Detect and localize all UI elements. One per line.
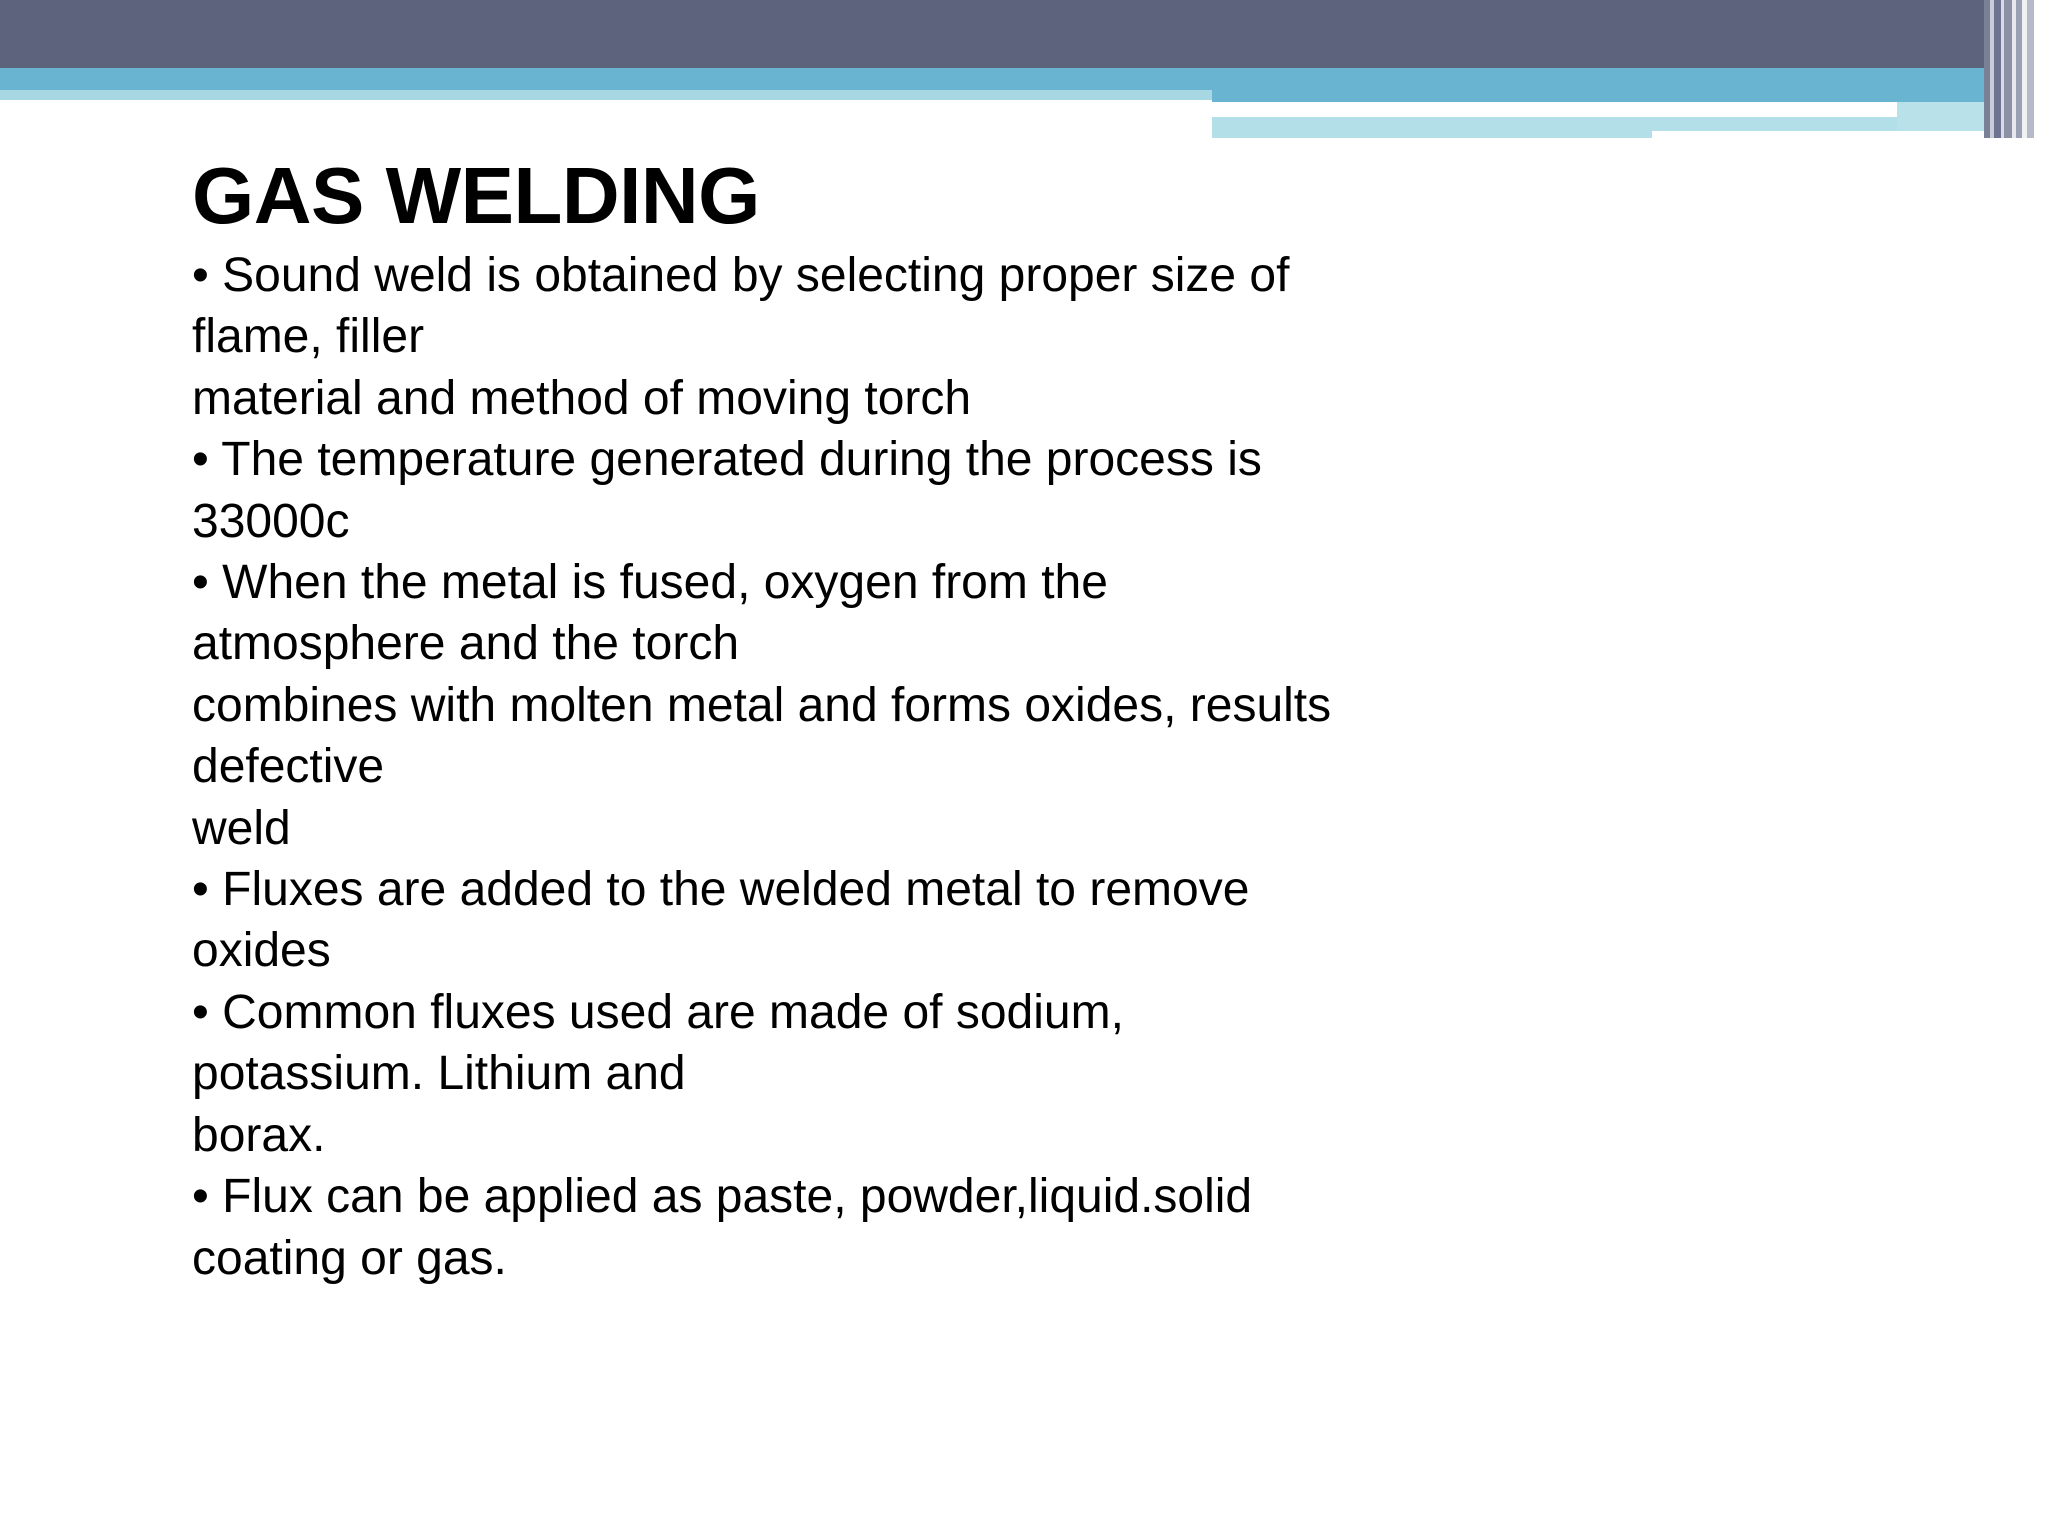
header-stripes-decoration — [1984, 0, 2048, 138]
body-line: weld — [192, 801, 291, 855]
body-line: • Fluxes are added to the welded metal to remove — [192, 863, 1250, 917]
body-line: flame, filler — [192, 310, 425, 364]
slide-body — [192, 245, 1472, 1289]
body-line: 33000c — [192, 494, 350, 548]
body-line: • When the metal is fused, oxygen from the — [192, 556, 1108, 610]
body-line: • The temperature generated during the process is — [192, 433, 1262, 487]
body-line: borax. — [192, 1108, 326, 1162]
slide-title: GAS WELDING — [192, 151, 760, 240]
body-line: potassium. Lithium and — [192, 1047, 686, 1101]
header-white-line — [1212, 110, 1897, 117]
body-line: coating or gas. — [192, 1231, 507, 1285]
header-light-blue-band — [0, 90, 1212, 100]
body-line: defective — [192, 740, 385, 794]
body-line: combines with molten metal and forms oxides, results — [192, 678, 1332, 732]
body-line: atmosphere and the torch — [192, 617, 740, 671]
body-line: • Sound weld is obtained by selecting proper size of — [192, 249, 1290, 302]
body-line: oxides — [192, 924, 331, 978]
body-line: • Common fluxes used are made of sodium, — [192, 985, 1124, 1039]
body-line: • Flux can be applied as paste, powder,liquid.solid — [192, 1170, 1253, 1224]
header-dark-band — [0, 0, 2048, 68]
header-blue-band-right — [1212, 90, 2048, 102]
header-blue-band — [0, 68, 2048, 90]
body-line: material and method of moving torch — [192, 371, 972, 425]
